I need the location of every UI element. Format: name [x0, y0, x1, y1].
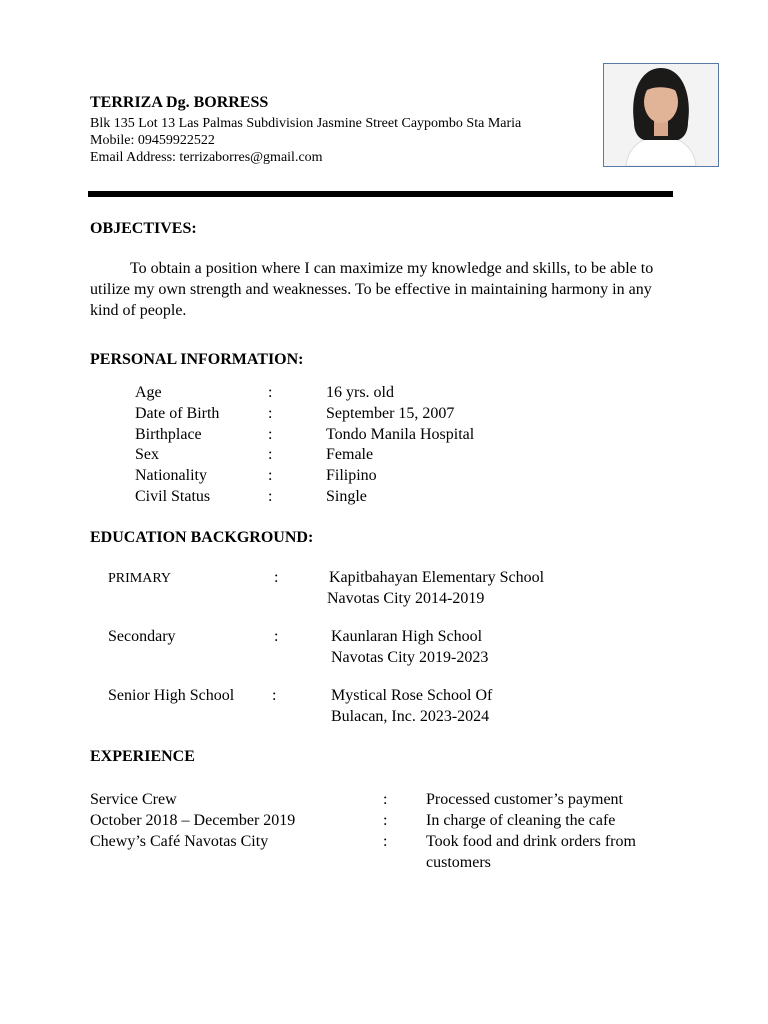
duty-item-continuation: customers [426, 854, 491, 871]
dob-value: September 15, 2007 [326, 405, 455, 422]
education-heading: EDUCATION BACKGROUND: [90, 529, 314, 546]
employment-period: October 2018 – December 2019 [90, 812, 296, 829]
portrait-illustration [604, 64, 718, 166]
age-separator: : [268, 384, 273, 401]
birthplace-label: Birthplace [135, 426, 202, 443]
dob-separator: : [268, 405, 273, 422]
civil-status-separator: : [268, 488, 273, 505]
primary-label: PRIMARY [108, 571, 172, 586]
senior-high-separator: : [272, 687, 277, 704]
primary-location-years: Navotas City 2014-2019 [327, 590, 485, 607]
sex-label: Sex [135, 446, 159, 463]
duty-item: Took food and drink orders from [426, 833, 636, 850]
experience-separator: : [383, 791, 388, 808]
secondary-label: Secondary [108, 628, 176, 645]
secondary-separator: : [274, 628, 279, 645]
secondary-location-years: Navotas City 2019-2023 [331, 649, 489, 666]
mobile-number: Mobile: 09459922522 [90, 133, 215, 148]
employer-name: Chewy’s Café Navotas City [90, 833, 269, 850]
duty-item: In charge of cleaning the cafe [426, 812, 616, 829]
applicant-name: TERRIZA Dg. BORRESS [90, 94, 269, 111]
dob-label: Date of Birth [135, 405, 220, 422]
experience-separator: : [383, 812, 388, 829]
primary-separator: : [274, 569, 279, 586]
nationality-label: Nationality [135, 467, 207, 484]
sex-separator: : [268, 446, 273, 463]
nationality-value: Filipino [326, 467, 377, 484]
header-divider [88, 191, 673, 197]
experience-separator: : [383, 833, 388, 850]
job-title: Service Crew [90, 791, 177, 808]
primary-school: Kapitbahayan Elementary School [329, 569, 545, 586]
address: Blk 135 Lot 13 Las Palmas Subdivision Jasmine Street Caypombo Sta Maria [90, 116, 522, 131]
age-label: Age [135, 384, 162, 401]
secondary-school: Kaunlaran High School [331, 628, 483, 645]
sex-value: Female [326, 446, 374, 463]
duty-item: Processed customer’s payment [426, 791, 623, 808]
objectives-heading: OBJECTIVES: [90, 220, 197, 237]
objectives-text: To obtain a position where I can maximize my knowledge and skills, to be able to utilize my own strength and weaknesses. To be effective in maintaining harmony in any kind of people. [90, 260, 654, 319]
senior-high-label: Senior High School [108, 687, 235, 704]
personal-info-heading: PERSONAL INFORMATION: [90, 351, 304, 368]
senior-high-school: Mystical Rose School Of [331, 687, 493, 704]
civil-status-value: Single [326, 488, 367, 505]
objectives-paragraph [90, 258, 665, 321]
civil-status-label: Civil Status [135, 488, 211, 505]
birthplace-value: Tondo Manila Hospital [326, 426, 475, 443]
experience-heading: EXPERIENCE [90, 748, 195, 765]
senior-high-location-years: Bulacan, Inc. 2023-2024 [331, 708, 490, 725]
age-value: 16 yrs. old [326, 384, 394, 401]
nationality-separator: : [268, 467, 273, 484]
birthplace-separator: : [268, 426, 273, 443]
profile-photo [603, 63, 719, 167]
email-address: Email Address: terrizaborres@gmail.com [90, 150, 323, 165]
